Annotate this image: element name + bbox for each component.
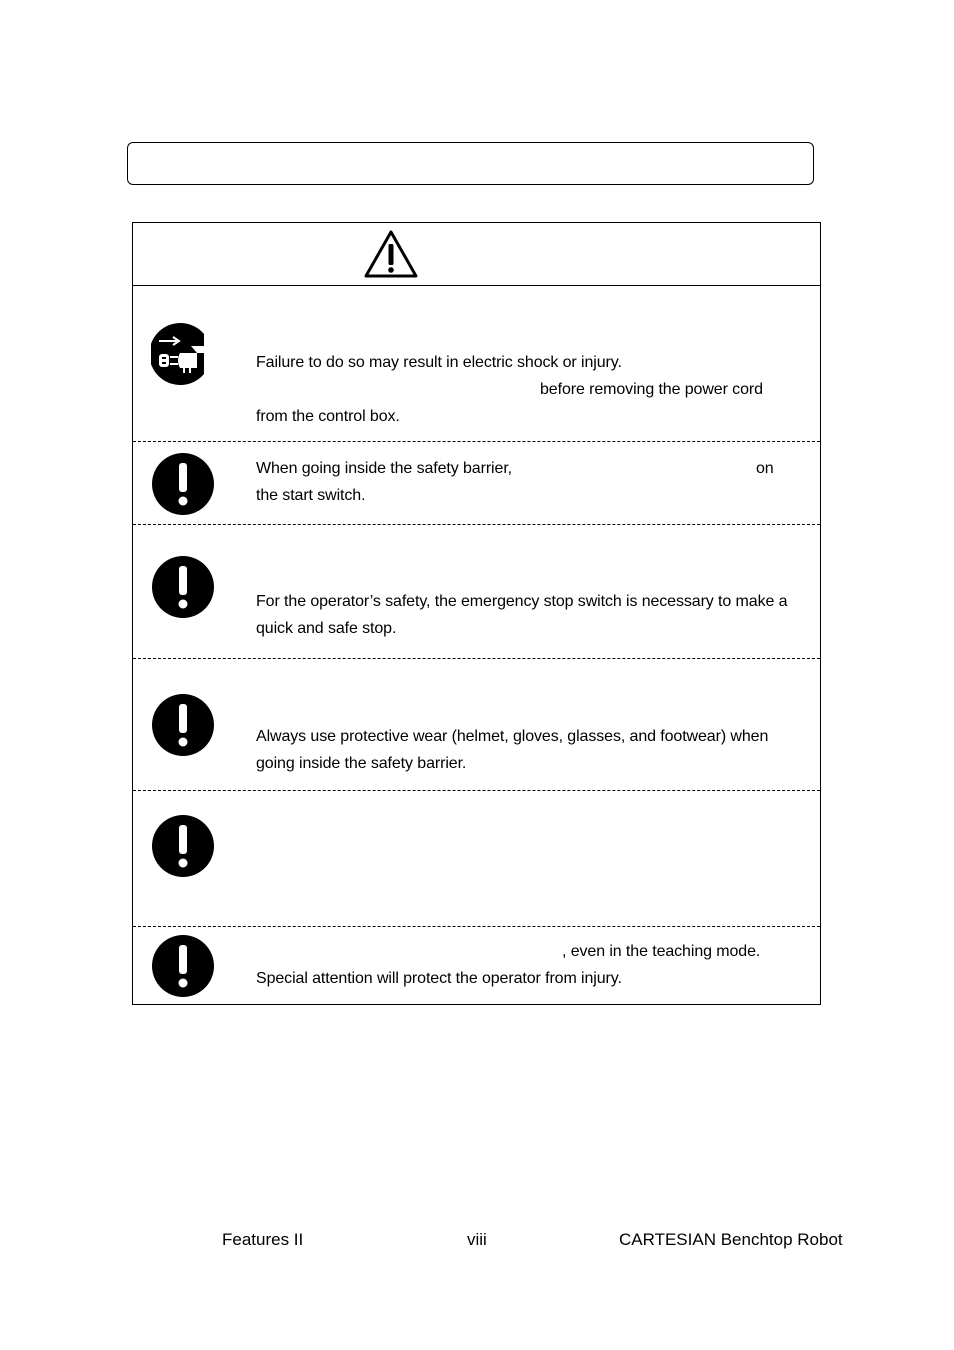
precaution-row-unplug (133, 286, 820, 442)
page-number: viii (467, 1230, 487, 1249)
row-text (256, 588, 804, 642)
row-text (256, 349, 804, 430)
mandatory-exclamation-icon (151, 934, 215, 998)
mandatory-exclamation-icon (151, 693, 215, 757)
text-line: When going inside the safety barrier, (256, 460, 513, 477)
warning-triangle-icon (363, 229, 419, 279)
text-line: For the operator’s safety, the emergency stop switch is necessary to make a (256, 593, 788, 610)
table-header (133, 223, 820, 286)
text-line: Special attention will protect the operator from injury. (256, 970, 622, 987)
safety-precautions-table (132, 222, 821, 1005)
text-line: from the control box. (256, 408, 400, 425)
precaution-row-protective-wear (133, 659, 820, 791)
text-line: the start switch. (256, 487, 366, 504)
row-text (256, 938, 804, 992)
row-text (256, 723, 804, 777)
section-title-box (127, 142, 814, 185)
text-line: going inside the safety barrier. (256, 755, 467, 772)
text-line: Always use protective wear (helmet, gloves, glasses, and footwear) when (256, 728, 769, 745)
text-line: before removing the power cord (540, 381, 763, 398)
mandatory-exclamation-icon (151, 814, 215, 878)
text-line: on (756, 460, 774, 477)
footer-left: Features II (222, 1230, 304, 1249)
unplug-icon (151, 322, 215, 386)
text-line: quick and safe stop. (256, 620, 397, 637)
text-line: , even in the teaching mode. (562, 943, 761, 960)
precaution-row-emergency-stop (133, 525, 820, 659)
precaution-row-barrier-start-switch (133, 442, 820, 525)
row-text (256, 455, 804, 509)
precaution-row-teaching-mode (133, 927, 820, 1004)
footer-right: CARTESIAN Benchtop Robot (619, 1230, 843, 1249)
mandatory-exclamation-icon (151, 555, 215, 619)
mandatory-exclamation-icon (151, 452, 215, 516)
precaution-row-empty (133, 791, 820, 927)
text-line: Failure to do so may result in electric shock or injury. (256, 354, 622, 371)
